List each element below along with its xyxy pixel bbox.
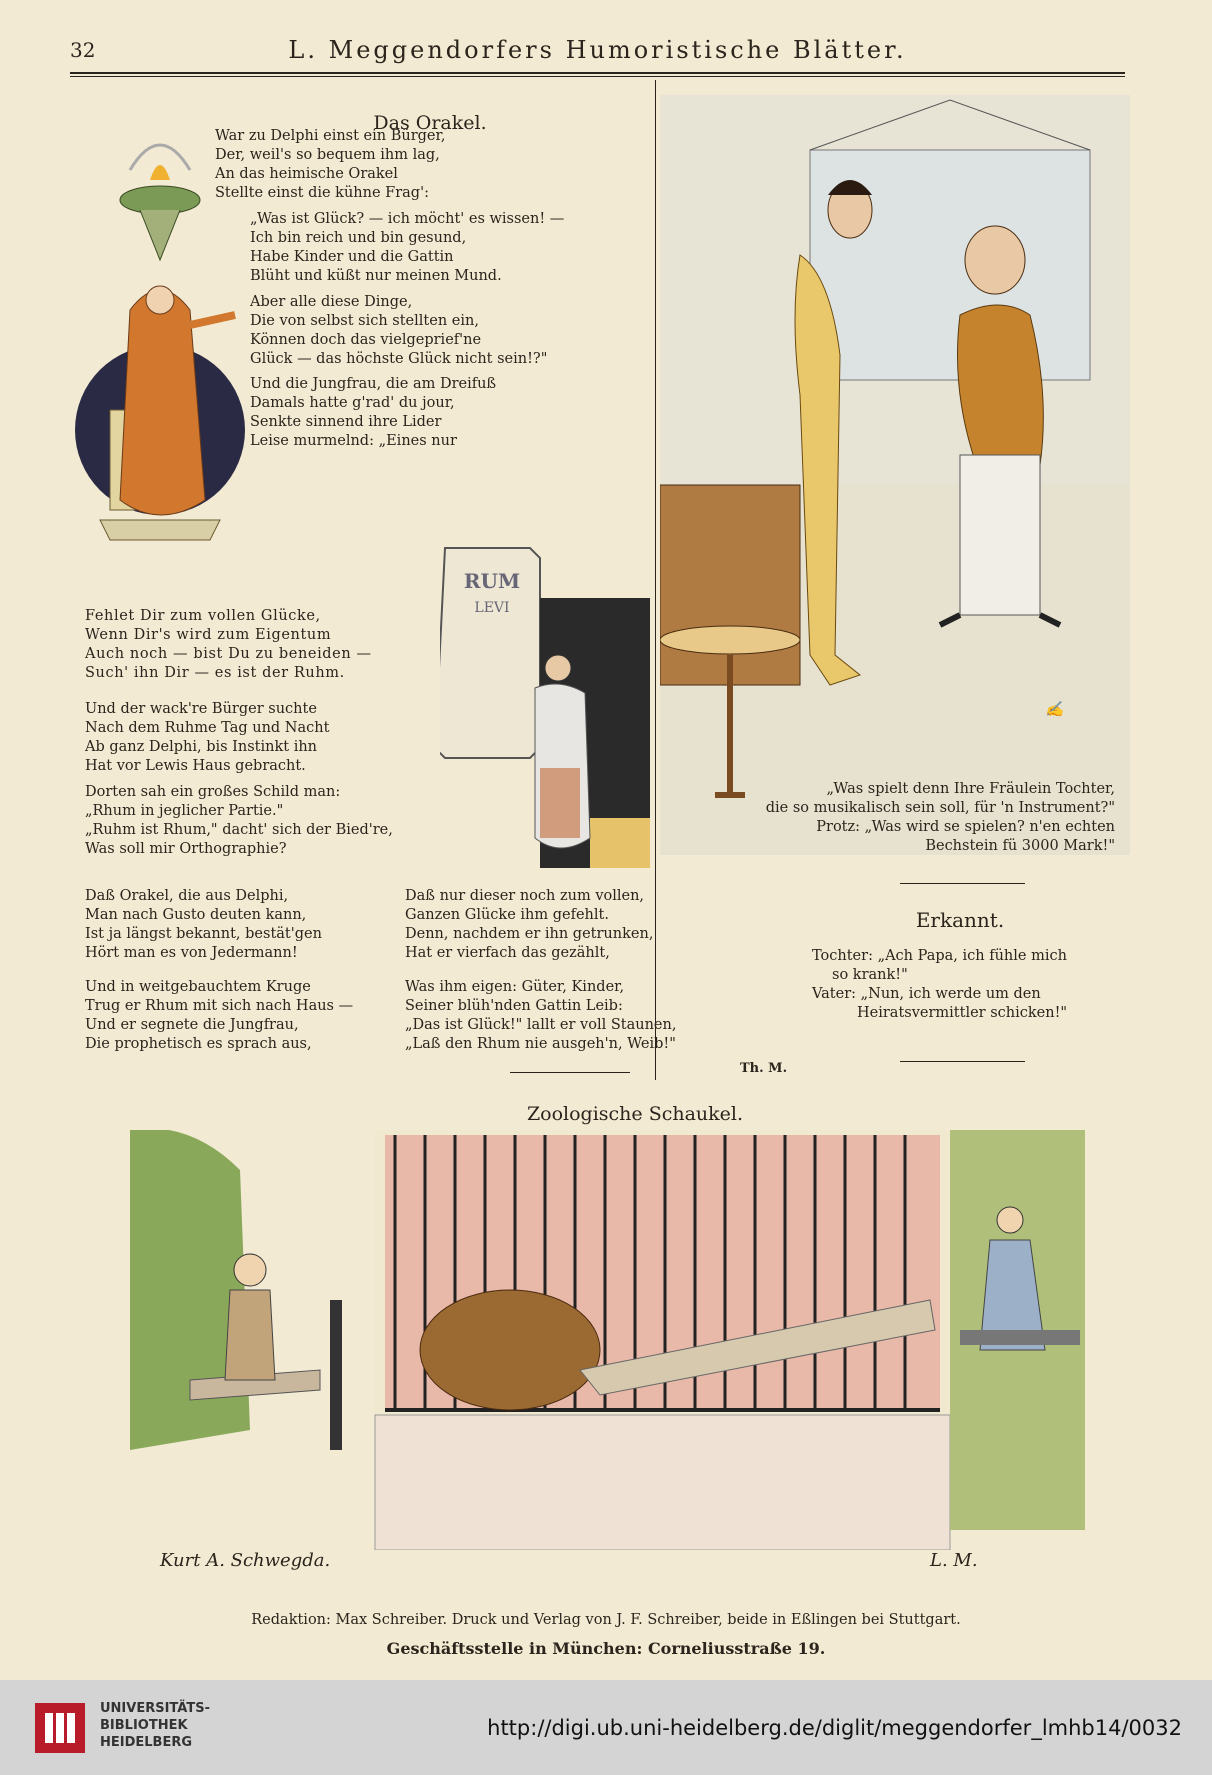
publication-title: L. Meggendorfers Humoristische Blätter.	[288, 36, 907, 64]
verse-line: Glück — das höchste Glück nicht sein!?"	[250, 351, 548, 367]
verse-line: Trug er Rhum mit sich nach Haus —	[85, 998, 354, 1014]
verse-line: Und der wack're Bürger suchte	[85, 701, 317, 717]
office-address-line: Geschäftsstelle in München: Corneliusstraße 19.	[386, 1639, 826, 1658]
verse-line: Leise murmelnd: „Eines nur	[250, 433, 457, 449]
verse-line: War zu Delphi einst ein Bürger,	[215, 128, 446, 144]
orakel-stanza-5	[85, 607, 372, 683]
verse-line: Auch noch — bist Du zu beneiden —	[85, 646, 372, 662]
dialogue-line: Vater: „Nun, ich werde um den	[812, 986, 1041, 1002]
orakel-end-rule	[510, 1072, 630, 1073]
orakel-stanza-1	[215, 127, 445, 203]
verse-line: Such' ihn Dir — es ist der Ruhm.	[85, 665, 345, 681]
sign-text-rum: RUM	[463, 569, 521, 593]
verse-line: Ganzen Glücke ihm gefehlt.	[405, 907, 609, 923]
page-number: 32	[70, 38, 96, 62]
orakel-stanza-6	[85, 700, 329, 776]
verse-line: Wenn Dir's wird zum Eigentum	[85, 627, 332, 643]
verse-line: Was soll mir Orthographie?	[85, 841, 287, 857]
caption-line: Protz: „Was wird se spielen? n'en echten	[816, 819, 1115, 835]
university-library-logo-icon[interactable]	[35, 1703, 85, 1753]
verse-line: Man nach Gusto deuten kann,	[85, 907, 307, 923]
verse-line: Seiner blüh'nden Gattin Leib:	[405, 998, 623, 1014]
erkannt-title: Erkannt.	[915, 908, 1005, 932]
verse-line: Stellte einst die kühne Frag':	[215, 185, 429, 201]
verse-line: Hat er vierfach das gezählt,	[405, 945, 610, 961]
verse-line: Dorten sah ein großes Schild man:	[85, 784, 341, 800]
caption-line: „Was spielt denn Ihre Fräulein Tochter,	[826, 781, 1115, 797]
verse-line: Ab ganz Delphi, bis Instinkt ihn	[85, 739, 318, 755]
verse-line: „Ruhm ist Rhum," dacht' sich der Bied're,	[85, 822, 393, 838]
library-name-line: UNIVERSITÄTS-	[100, 1701, 210, 1716]
artist-signature-left: Kurt A. Schwegda.	[160, 1550, 331, 1571]
orakel-stanza-4	[250, 375, 496, 451]
orakel-stanza-3	[250, 293, 547, 369]
verse-line: Hat vor Lewis Haus gebracht.	[85, 758, 306, 774]
orakel-stanza-11	[405, 978, 676, 1054]
verse-line: Hört man es von Jedermann!	[85, 945, 298, 961]
verse-line: Können doch das vielgeprief'ne	[250, 332, 482, 348]
zoologische-schaukel-illustration	[130, 1130, 1085, 1550]
header-rule	[70, 72, 1125, 74]
verse-line: Der, weil's so bequem ihm lag,	[215, 147, 440, 163]
orakel-stanza-7	[85, 783, 393, 859]
rum-shop-illustration	[440, 538, 650, 868]
orakel-stanza-2	[250, 210, 564, 286]
verse-line: „Das ist Glück!" lallt er voll Staunen,	[405, 1017, 677, 1033]
verse-line: Daß nur dieser noch zum vollen,	[405, 888, 645, 904]
komische-frage-artist-monogram: ✍	[1045, 700, 1064, 718]
column-divider	[655, 80, 656, 1080]
library-name[interactable]	[100, 1700, 210, 1751]
verse-line: Ich bin reich und bin gesund,	[250, 230, 467, 246]
sign-text-levi: LEVI	[474, 600, 510, 616]
caption-line: Bechstein fü 3000 Mark!"	[925, 838, 1115, 854]
verse-line: Nach dem Ruhme Tag und Nacht	[85, 720, 330, 736]
schaukel-title: Zoologische Schaukel.	[526, 1103, 744, 1125]
imprint-line: Redaktion: Max Schreiber. Druck und Verlag von J. F. Schreiber, beide in Eßlingen bei Stuttgart.	[251, 1612, 961, 1628]
caption-line: die so musikalisch sein soll, für 'n Instrument?"	[765, 800, 1115, 816]
verse-line: Und die Jungfrau, die am Dreifuß	[250, 376, 497, 392]
verse-line: Aber alle diese Dinge,	[250, 294, 413, 310]
verse-line: Blüht und küßt nur meinen Mund.	[250, 268, 502, 284]
verse-line: Damals hatte g'rad' du jour,	[250, 395, 455, 411]
verse-line: Senkte sinnend ihre Lider	[250, 414, 442, 430]
header-rule-thin	[70, 76, 1125, 77]
library-name-line: HEIDELBERG	[100, 1735, 193, 1750]
verse-line: Daß Orakel, die aus Delphi,	[85, 888, 289, 904]
verse-line: Die prophetisch es sprach aus,	[85, 1036, 312, 1052]
komische-frage-illustration	[660, 95, 1130, 855]
orakel-stanza-9	[85, 978, 353, 1054]
dialogue-line: Heiratsvermittler schicken!"	[857, 1005, 1068, 1021]
orakel-stanza-8	[85, 887, 322, 963]
library-name-line: BIBLIOTHEK	[100, 1718, 188, 1733]
document-url-link[interactable]: http://digi.ub.uni-heidelberg.de/diglit/meggendorfer_lmhb14/0032	[487, 1716, 1182, 1740]
verse-line: „Laß den Rhum nie ausgeh'n, Weib!"	[405, 1036, 676, 1052]
verse-line: Und in weitgebauchtem Kruge	[85, 979, 311, 995]
erkannt-dialogue	[812, 947, 1067, 1023]
verse-line: „Was ist Glück? — ich möcht' es wissen! —	[250, 211, 565, 227]
page-header	[70, 36, 1125, 66]
orakel-title: Das Orakel.	[373, 112, 487, 134]
artist-signature-right: L. M.	[930, 1550, 978, 1571]
verse-line: Was ihm eigen: Güter, Kinder,	[405, 979, 625, 995]
orakel-stanza-10	[405, 887, 653, 963]
verse-line: Ist ja längst bekannt, bestät'gen	[85, 926, 322, 942]
section-divider	[900, 883, 1025, 884]
verse-line: An das heimische Orakel	[215, 166, 398, 182]
library-footer-bar	[0, 1680, 1212, 1775]
dialogue-line: so krank!"	[832, 967, 908, 983]
dialogue-line: Tochter: „Ach Papa, ich fühle mich	[812, 948, 1067, 964]
verse-line: Fehlet Dir zum vollen Glücke,	[85, 608, 321, 624]
komische-frage-caption	[765, 780, 1115, 856]
verse-line: Die von selbst sich stellten ein,	[250, 313, 479, 329]
verse-line: Denn, nachdem er ihn getrunken,	[405, 926, 654, 942]
verse-line: Und er segnete die Jungfrau,	[85, 1017, 299, 1033]
orakel-author: Th. M.	[740, 1061, 788, 1076]
verse-line: Habe Kinder und die Gattin	[250, 249, 454, 265]
section-divider	[900, 1061, 1025, 1062]
verse-line: „Rhum in jeglicher Partie."	[85, 803, 284, 819]
